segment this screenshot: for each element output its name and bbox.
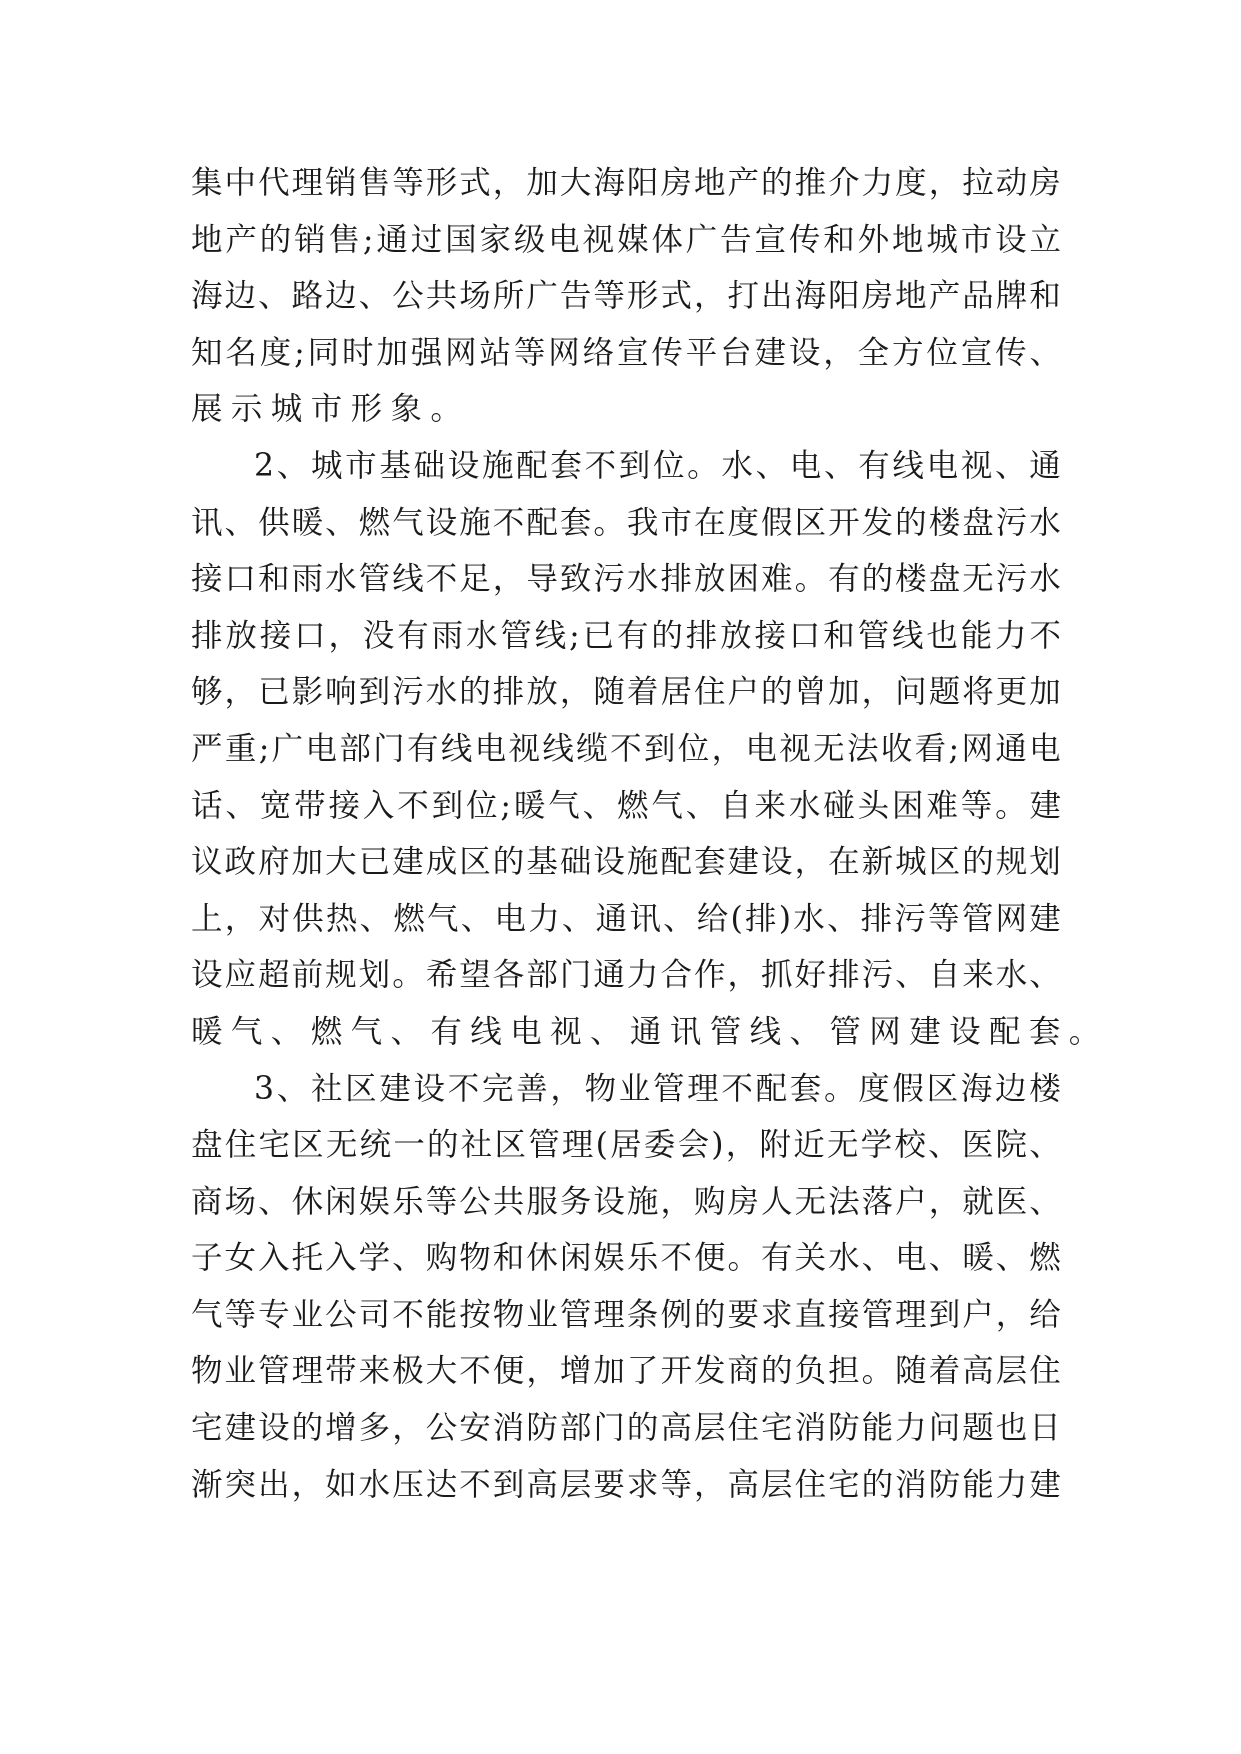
text-line: 设 应 超 前 规 划 。 希 望 各 部 门 通 力 合 作 ， 抓 好 排 污 、 自 来 水 、: [191, 957, 1061, 994]
text-line: 地 产 的 销 售 ; 通 过 国 家 级 电 视 媒 体 广 告 宣 传 和 外 地 城 市 设 立: [191, 221, 1061, 258]
text-line: 够 ， 已 影 响 到 污 水 的 排 放 ， 随 着 居 住 户 的 曾 加 ， 问 题 将 更 加: [191, 674, 1061, 711]
text-line: 3 、 社 区 建 设 不 完 善 ， 物 业 管 理 不 配 套 。 度 假 区 海 边 楼: [254, 1070, 1061, 1107]
text-line: 接 口 和 雨 水 管 线 不 足 ， 导 致 污 水 排 放 困 难 。 有 的 楼 盘 无 污 水: [191, 561, 1061, 598]
text-line: 集 中 代 理 销 售 等 形 式 ， 加 大 海 阳 房 地 产 的 推 介 力 度 ， 拉 动 房: [191, 165, 1061, 201]
text-line: 渐 突 出 ， 如 水 压 达 不 到 高 层 要 求 等 ， 高 层 住 宅 的 消 防 能 力 建: [191, 1466, 1061, 1503]
text-line: 暖气、燃气、有线电视、通讯管线、管网建设配套。: [191, 1013, 1109, 1050]
text-line: 子 女 入 托 入 学 、 购 物 和 休 闲 娱 乐 不 便 。 有 关 水 、 电 、 暖 、 燃: [191, 1240, 1061, 1277]
text-line: 话 、 宽 带 接 入 不 到 位 ; 暖 气 、 燃 气 、 自 来 水 碰 头 困 难 等 。 建: [191, 787, 1061, 824]
text-line: 商 场 、 休 闲 娱 乐 等 公 共 服 务 设 施 ， 购 房 人 无 法 落 户 ， 就 医 、: [191, 1183, 1061, 1220]
text-line: 讯 、 供 暖 、 燃 气 设 施 不 配 套 。 我 市 在 度 假 区 开 发 的 楼 盘 污 水: [191, 504, 1061, 541]
text-line: 知 名 度 ; 同 时 加 强 网 站 等 网 络 宣 传 平 台 建 设 ， 全 方 位 宣 传 、: [191, 334, 1061, 371]
text-line: 气 等 专 业 公 司 不 能 按 物 业 管 理 条 例 的 要 求 直 接 管 理 到 户 ， 给: [191, 1296, 1061, 1333]
text-line: 展示城市形象。: [191, 391, 471, 428]
text-line: 排 放 接 口 ， 没 有 雨 水 管 线 ; 已 有 的 排 放 接 口 和 管 线 也 能 力 不: [191, 617, 1061, 654]
text-line: 上 ， 对 供 热 、 燃 气 、 电 力 、 通 讯 、 给 ( 排 ) 水 、 排 污 等 管 网 建: [191, 900, 1061, 937]
text-line: 议 政 府 加 大 已 建 成 区 的 基 础 设 施 配 套 建 设 ， 在 新 城 区 的 规 划: [191, 844, 1061, 881]
text-line: 海 边 、 路 边 、 公 共 场 所 广 告 等 形 式 ， 打 出 海 阳 房 地 产 品 牌 和: [191, 278, 1061, 315]
text-line: 盘 住 宅 区 无 统 一 的 社 区 管 理 ( 居 委 会 ) ， 附 近 无 学 校 、 医 院 、: [191, 1127, 1061, 1164]
text-line: 2 、 城 市 基 础 设 施 配 套 不 到 位 。 水 、 电 、 有 线 电 视 、 通: [254, 447, 1061, 484]
text-line: 物 业 管 理 带 来 极 大 不 便 ， 增 加 了 开 发 商 的 负 担 。 随 着 高 层 住: [191, 1353, 1061, 1390]
text-line: 严 重 ; 广 电 部 门 有 线 电 视 线 缆 不 到 位 ， 电 视 无 法 收 看 ; 网 通 电: [191, 730, 1061, 767]
text-line: 宅 建 设 的 增 多 ， 公 安 消 防 部 门 的 高 层 住 宅 消 防 能 力 问 题 也 日: [191, 1410, 1061, 1447]
body-text: [191, 155, 1109, 1513]
